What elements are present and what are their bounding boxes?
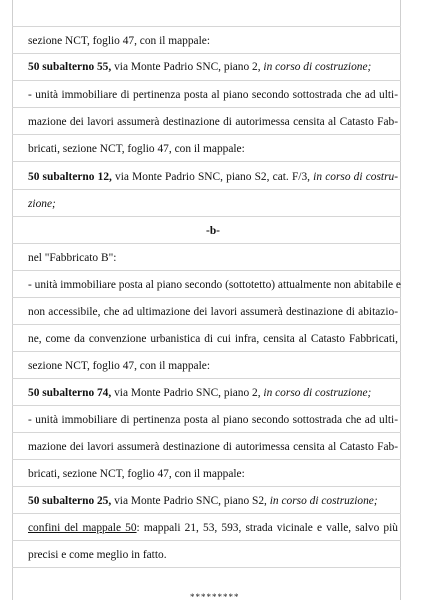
text-line: sezione NCT, foglio 47, con il mappale: (28, 360, 210, 372)
text-line: ne, come da convenzione urbanistica di cui infra, censita al Catasto Fabbricati, (28, 333, 398, 345)
row-divider (12, 243, 401, 244)
row-divider (12, 513, 401, 514)
row-divider (12, 540, 401, 541)
text-line: sezione NCT, foglio 47, con il mappale: (28, 35, 210, 47)
right-margin-line (400, 0, 401, 600)
text-line: non accessibile, che ad ultimazione dei lavori assumerà destinazione di abitazio- (28, 306, 398, 318)
text-line: - unità immobiliare posta al piano secondo (sottotetto) attualmente non abitabile e (28, 279, 401, 291)
row-divider (12, 161, 401, 162)
row-divider (12, 297, 401, 298)
text-line: zione; (28, 198, 56, 210)
text-line: mazione dei lavori assumerà destinazione di autorimessa censita al Catasto Fab- (28, 441, 398, 453)
row-divider (12, 351, 401, 352)
row-divider (12, 134, 401, 135)
row-divider (12, 432, 401, 433)
text-line: confini del mappale 50: mappali 21, 53, 593, strada vicinale e valle, salvo più (28, 522, 398, 534)
text-line: 50 subalterno 25, via Monte Padrio SNC, piano S2, in corso di costruzione; (28, 495, 378, 507)
text-line: bricati, sezione NCT, foglio 47, con il mappale: (28, 468, 245, 480)
text-line: 50 subalterno 74, via Monte Padrio SNC, piano 2, in corso di costruzione; (28, 387, 372, 399)
text-line: 50 subalterno 12, via Monte Padrio SNC, piano S2, cat. F/3, in corso di costru- (28, 171, 398, 183)
end-stars: ********* (190, 592, 240, 602)
row-divider (12, 26, 401, 27)
text-line: nel "Fabbricato B": (28, 252, 117, 264)
text-line: mazione dei lavori assumerà destinazione di autorimessa censita al Catasto Fab- (28, 116, 398, 128)
text-line: precisi e come meglio in fatto. (28, 549, 167, 561)
text-line: - unità immobiliare di pertinenza posta al piano secondo sottostrada che ad ulti- (28, 414, 398, 426)
row-divider (12, 378, 401, 379)
row-divider (12, 405, 401, 406)
row-divider (12, 567, 401, 568)
text-line: - unità immobiliare di pertinenza posta al piano secondo sottostrada che ad ulti- (28, 89, 398, 101)
row-divider (12, 324, 401, 325)
text-line: 50 subalterno 55, via Monte Padrio SNC, piano 2, in corso di costruzione; (28, 61, 372, 73)
row-divider (12, 53, 401, 54)
section-marker: -b- (206, 225, 220, 237)
row-divider (12, 270, 401, 271)
left-margin-line (12, 0, 13, 600)
row-divider (12, 486, 401, 487)
text-line: bricati, sezione NCT, foglio 47, con il mappale: (28, 143, 245, 155)
row-divider (12, 107, 401, 108)
row-divider (12, 80, 401, 81)
row-divider (12, 216, 401, 217)
row-divider (12, 459, 401, 460)
row-divider (12, 189, 401, 190)
